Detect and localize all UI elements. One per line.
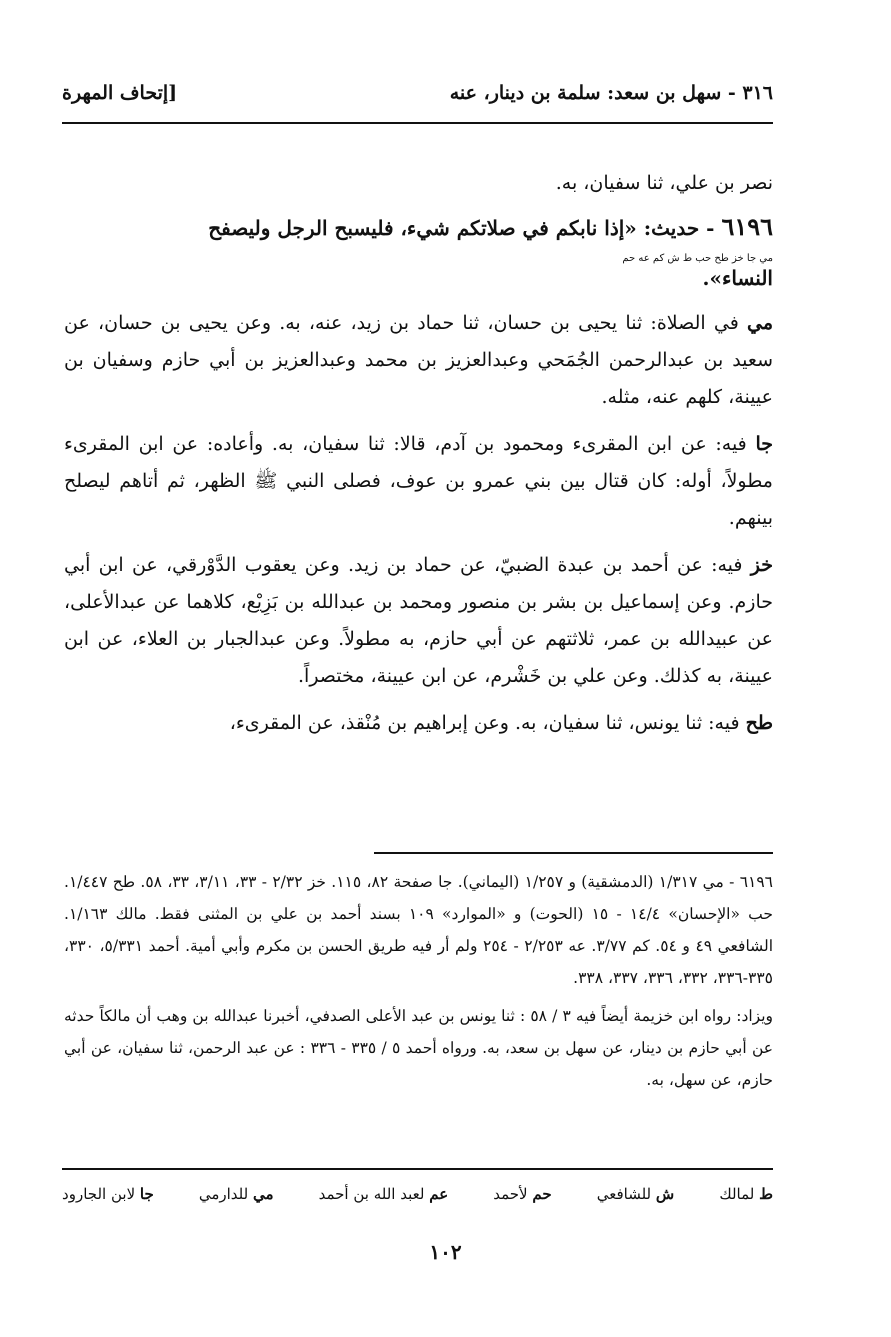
paragraph-siglum: جا xyxy=(755,433,773,455)
header-title: ٣١٦ - سهل بن سعد: سلمة بن دينار، عنه xyxy=(449,82,773,104)
abbreviation-item: عم لعبد الله بن أحمد xyxy=(318,1185,449,1203)
hadith-sigla: مي جا خز طح حب ط ش كم عه حم xyxy=(622,253,773,264)
hadith-text-end: النساء». xyxy=(702,266,773,290)
header-book-title: [إتحاف المهرة xyxy=(62,82,178,104)
running-header xyxy=(62,82,773,104)
footnote-divider xyxy=(374,852,773,854)
paragraph-text: في الصلاة: ثنا يحيى بن حسان، ثنا حماد بن زيد، عنه، به. وعن يحيى بن حسان، عن سعيد بن عبدالرحمن الجُمَحي وعبدالعزيز بن محمد وعبدالعزيز بن أبي حازم وسفيان بن عيينة، كلهم عنه، مثله. xyxy=(64,312,773,408)
hadith-number: ٦١٩٦ xyxy=(721,212,773,241)
footnote-additions: ويزاد: رواه ابن خزيمة أيضاً فيه ٣ / ٥٨ : ثنا يونس بن عبد الأعلى الصدفي، أخبرنا عبدالله بن وهب أن مالكاً حدثه عن أبي حازم بن دينار، عن سهل بن سعد، به. ورواه أحمد ٥ / ٣٣٥ - ٣٣٦ : عن عبد الرحمن، ثنا سفيان، عن أبي حازم، عن سهل، به. xyxy=(64,1007,774,1089)
paragraph-mi xyxy=(64,305,773,416)
abbreviation-item: ش للشافعي xyxy=(596,1185,675,1203)
paragraph-siglum: مي xyxy=(746,312,773,334)
footnote-sources: ٦١٩٦ - مي ١/٣١٧ (الدمشقية) و ١/٢٥٧ (اليماني). جا صفحة ٨٢، ١١٥. خز ٢/٣٢ - ٣٣، ٣/١١، ٣٣، ٥٨. طح ١/٤٤٧. حب «الإحسان» ١٤/٤ - ١٥ (الحوت) و «الموارد» ١٠٩ بسند أحمد بن علي بن المثنى فقط. مالك ١/١٦٣. الشافعي ٤٩ و ٥٤. كم ٣/٧٧. عه ٢/٢٥٣ - ٢٥٤ ولم أر فيه طريق الحسن بن مكرم وأبي أمية. أحمد ٥/٣٣١، ٣٣٠، ٣٣٥-٣٣٦، ٣٣٢، ٣٣٦، ٣٣٧، ٣٣٨. xyxy=(64,873,774,987)
paragraph-siglum: طح xyxy=(745,712,773,734)
main-text xyxy=(64,165,773,752)
paragraph-text: فيه: ثنا يونس، ثنا سفيان، به. وعن إبراهيم بن مُنْقذ، عن المقرىء، xyxy=(229,712,740,734)
footnotes xyxy=(64,866,773,1102)
abbreviation-item: جا لابن الجارود xyxy=(62,1185,154,1203)
page-number: ١٠٢ xyxy=(429,1240,462,1264)
paragraph-th xyxy=(64,705,773,742)
paragraph-khz xyxy=(64,547,773,695)
hadith-heading xyxy=(64,212,773,243)
abbreviations-divider xyxy=(62,1168,773,1170)
paragraph-text: فيه: عن ابن المقرىء ومحمود بن آدم، قالا: ثنا سفيان، به. وأعاده: عن ابن المقرىء مطولاً، أوله: كان قتال بين بني عمرو بن عوف، فصلى النبي ﷺ الظهر، ثم أتاهم ليصلح بينهم. xyxy=(64,433,773,529)
abbreviation-item: ط لمالك xyxy=(719,1185,773,1203)
hadith-text: - حديث: «إذا نابكم في صلاتكم شيء، فليسبح الرجل وليصفح xyxy=(208,216,715,240)
continuation-line: نصر بن علي، ثنا سفيان، به. xyxy=(555,172,773,194)
abbreviation-item: مي للدارمي xyxy=(198,1185,274,1203)
paragraph-siglum: خز xyxy=(750,554,773,576)
paragraph-text: فيه: عن أحمد بن عبدة الضبيّ، عن حماد بن زيد. وعن يعقوب الدَّوْرقي، عن ابن أبي حازم. وعن إسماعيل بن بشر بن منصور ومحمد بن عبدالله بن بَزِيْع، كلاهما عن عبدالأعلى، عن عبيدالله بن عمر، ثلاثتهم عن أبي حازم، به مطولاً. وعن عبدالجبار بن العلاء، عن ابن عيينة، به كذلك. وعن علي بن خَشْرم، عن ابن عيينة، مختصراً. xyxy=(64,554,773,687)
abbreviations-key xyxy=(62,1185,773,1203)
header-divider xyxy=(62,122,773,124)
paragraph-ja xyxy=(64,426,773,537)
abbreviation-item: حم لأحمد xyxy=(493,1185,552,1203)
